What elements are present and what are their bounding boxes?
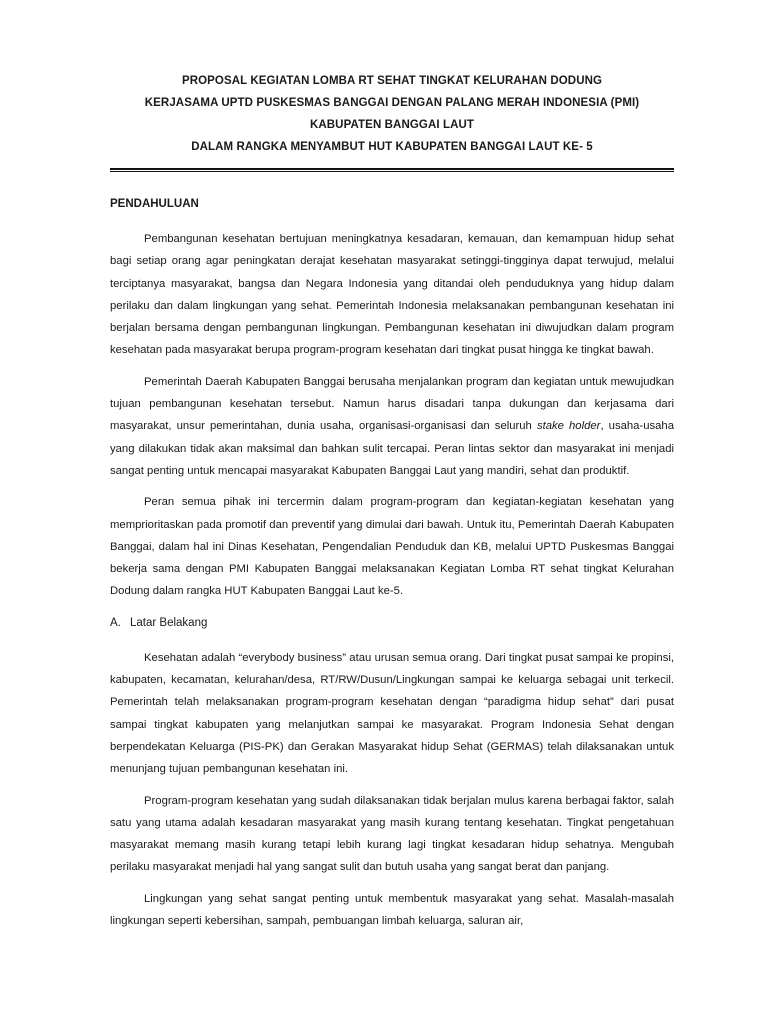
header-title-line-4: DALAM RANGKA MENYAMBUT HUT KABUPATEN BANGGAI LAUT KE- 5 bbox=[191, 141, 593, 153]
subsection-title: Latar Belakang bbox=[130, 616, 208, 629]
background-paragraph-3: Lingkungan yang sehat sangat penting untuk membentuk masyarakat yang sehat. Masalah-masalah lingkungan seperti kebersihan, sampah, pembuangan limbah keluarga, saluran air, bbox=[110, 892, 674, 928]
header-title-line-3: KABUPATEN BANGGAI LAUT bbox=[309, 119, 475, 131]
intro-paragraph-2 bbox=[110, 371, 674, 482]
intro-paragraph-2-italic: stake holder bbox=[536, 420, 601, 433]
intro-paragraph-1: Pembangunan kesehatan bertujuan meningkatnya kesadaran, kemauan, dan kemampuan hidup sehat bagi setiap orang agar peningkatan derajat kesehatan masyarakat setinggi-tingginya dapat terwujud, melalui terciptanya masyarakat, bangsa dan Negara Indonesia yang ditandai oleh penduduknya yang hidup dalam perilaku dan dalam lingkungan yang sehat. Pemerintah Indonesia melaksanakan pembangunan kesehatan ini berjalan bersama dengan pembangunan lingkungan. Pembangunan kesehatan ini diwujudkan dalam program kesehatan pada masyarakat berupa program-program kesehatan dari tingkat pusat hingga ke tingkat bawah. bbox=[110, 233, 674, 357]
intro-paragraph-3: Peran semua pihak ini tercermin dalam program-program dan kegiatan-kegiatan kesehatan yang memprioritaskan pada promotif dan preventif yang dimulai dari bawah. Untuk itu, Pemerintah Daerah Kabupaten Banggai, dalam hal ini Dinas Kesehatan, Pengendalian Penduduk dan KB, melalui UPTD Puskesmas Banggai bekerja sama dengan PMI Kabupaten Banggai melaksanakan Kegiatan Lomba RT sehat tingkat Kelurahan Dodung dalam rangka HUT Kabupaten Banggai Laut ke-5. bbox=[110, 496, 674, 598]
section-title-pendahuluan: PENDAHULUAN bbox=[110, 198, 199, 210]
subsection-letter: A. bbox=[110, 616, 121, 629]
background-paragraph-2: Program-program kesehatan yang sudah dilaksanakan tidak berjalan mulus karena berbagai faktor, salah satu yang utama adalah kesadaran masyarakat yang masih kurang tentang kesehatan. Tingkat pengetahuan masyarakat memang masih kurang tetapi lebih kurang lagi tingkat kesadaran hidup sehatnya. Mengubah perilaku masyarakat menjadi hal yang sangat sulit dan butuh usaha yang sangat berat dan panjang. bbox=[110, 794, 674, 874]
subsection-heading-latar-belakang bbox=[110, 612, 674, 634]
header-title-line-2: KERJASAMA UPTD PUSKESMAS BANGGAI DENGAN PALANG MERAH INDONESIA (PMI) bbox=[144, 97, 640, 109]
header-divider bbox=[110, 168, 674, 172]
intro-paragraph-2-text-a: Pemerintah Daerah Kabupaten Banggai berusaha menjalankan program dan kegiatan untuk mewujudkan tujuan pembangunan kesehatan tersebut. Namun harus disadari tanpa dukungan dan kerjasama dari masyarakat, unsur pemerintahan, dunia usaha, organisasi-organisasi dan seluruh bbox=[110, 375, 674, 433]
header-title-line-1: PROPOSAL KEGIATAN LOMBA RT SEHAT TINGKAT KELURAHAN DODUNG bbox=[181, 75, 603, 87]
document-header bbox=[110, 0, 674, 172]
intro-paragraph-2-text-b: , usaha-usaha yang dilakukan tidak akan maksimal dan bahkan sulit tercapai. Peran lintas sektor dan masyarakat ini menjadi sangat penting untuk mencapai masyarakat Kabupaten Banggai Laut yang mandiri, sehat dan produktif. bbox=[110, 420, 674, 477]
background-paragraph-1: Kesehatan adalah “everybody business” atau urusan semua orang. Dari tingkat pusat sampai ke propinsi, kabupaten, kecamatan, kelurahan/desa, RT/RW/Dusun/Lingkungan sampai ke keluarga sebagai unit terkecil. Pemerintah telah melaksanakan program-program kesehatan dengan “paradigma hidup sehat” dari pusat sampai tingkat kabupaten yang melanjutkan sampai ke masyarakat. Program Indonesia Sehat dengan berpendekatan Keluarga (PIS-PK) dan Gerakan Masyarakat hidup Sehat (GERMAS) telah dilaksanakan untuk menunjang tujuan pembangunan kesehatan ini. bbox=[110, 651, 674, 776]
